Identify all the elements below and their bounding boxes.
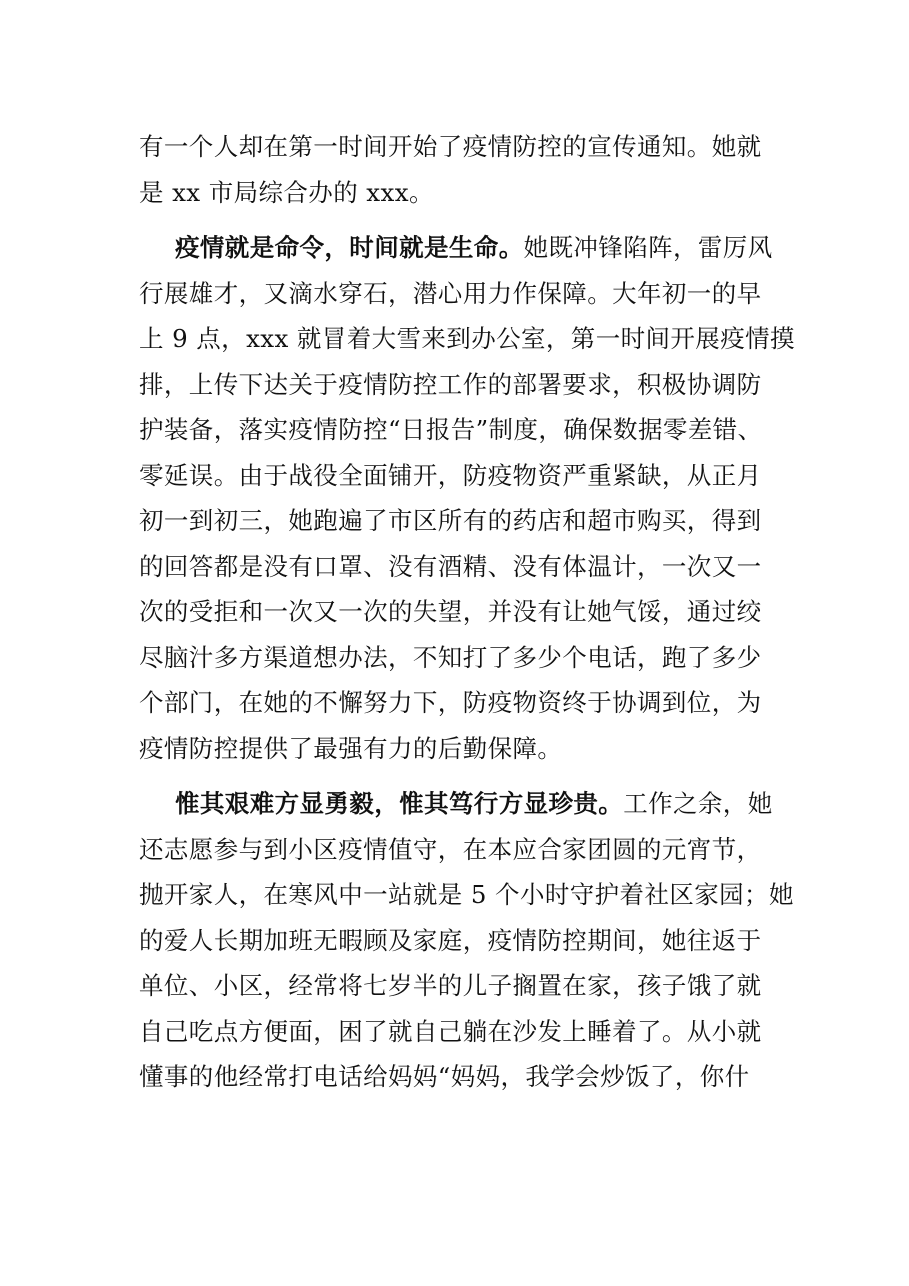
text-line: 初一到初三，她跑遍了市区所有的药店和超市购买，得到	[139, 506, 762, 535]
text-line: 还志愿参与到小区疫情值守，在本应合家团圆的元宵节，	[139, 834, 762, 864]
paragraph-2	[139, 225, 795, 771]
text-line: 是 xx 市局综合办的 xxx。	[139, 177, 434, 207]
text-line: 个部门，在她的不懈努力下，防疫物资终于协调到位，为	[139, 688, 762, 717]
paragraph-3	[139, 781, 794, 1100]
text-line: 次的受拒和一次又一次的失望，并没有让她气馁，通过绞	[139, 597, 762, 626]
text-line: 单位、小区，经常将七岁半的儿子搁置在家，孩子饿了就	[139, 971, 762, 1000]
text-line: 的回答都是没有口罩、没有酒精、没有体温计，一次又一	[139, 551, 762, 581]
paragraph-1	[139, 124, 779, 215]
text-line: 零延误。由于战役全面铺开，防疫物资严重紧缺，从正月	[139, 460, 762, 490]
text-line: 疫情防控提供了最强有力的后勤保障。	[139, 733, 563, 763]
text-line: 自己吃点方便面，困了就自己躺在沙发上睡着了。从小就	[139, 1016, 762, 1046]
document-body	[139, 124, 795, 1100]
text-line: 尽脑汁多方渠道想办法，不知打了多少个电话，跑了多少	[139, 642, 762, 672]
text-line: 懂事的他经常打电话给妈妈“妈妈，我学会炒饭了，你什	[139, 1062, 750, 1091]
text-run: 她既冲锋陷阵，雷厉风	[523, 233, 773, 262]
paragraph-lead-heading: 惟其艰难方显勇毅，惟其笃行方显珍贵。	[175, 789, 624, 818]
text-line	[139, 225, 779, 271]
text-run: 工作之余，她	[623, 789, 773, 818]
text-line: 抛开家人，在寒风中一站就是 5 个小时守护着社区家园；她	[139, 880, 794, 909]
text-line: 有一个人却在第一时间开始了疫情防控的宣传通知。她就	[139, 132, 762, 161]
text-line	[139, 781, 779, 827]
text-line: 行展雄才，又滴水穿石，潜心用力作保障。大年初一的早	[139, 278, 762, 308]
text-line: 护装备，落实疫情防控“日报告”制度，确保数据零差错、	[139, 415, 763, 444]
text-line: 排，上传下达关于疫情防控工作的部署要求，积极协调防	[139, 369, 762, 399]
text-line: 上 9 点，xxx 就冒着大雪来到办公室，第一时间开展疫情摸	[139, 324, 795, 353]
text-line: 的爱人长期加班无暇顾及家庭，疫情防控期间，她往返于	[139, 925, 762, 955]
paragraph-lead-heading: 疫情就是命令，时间就是生命。	[175, 233, 524, 262]
